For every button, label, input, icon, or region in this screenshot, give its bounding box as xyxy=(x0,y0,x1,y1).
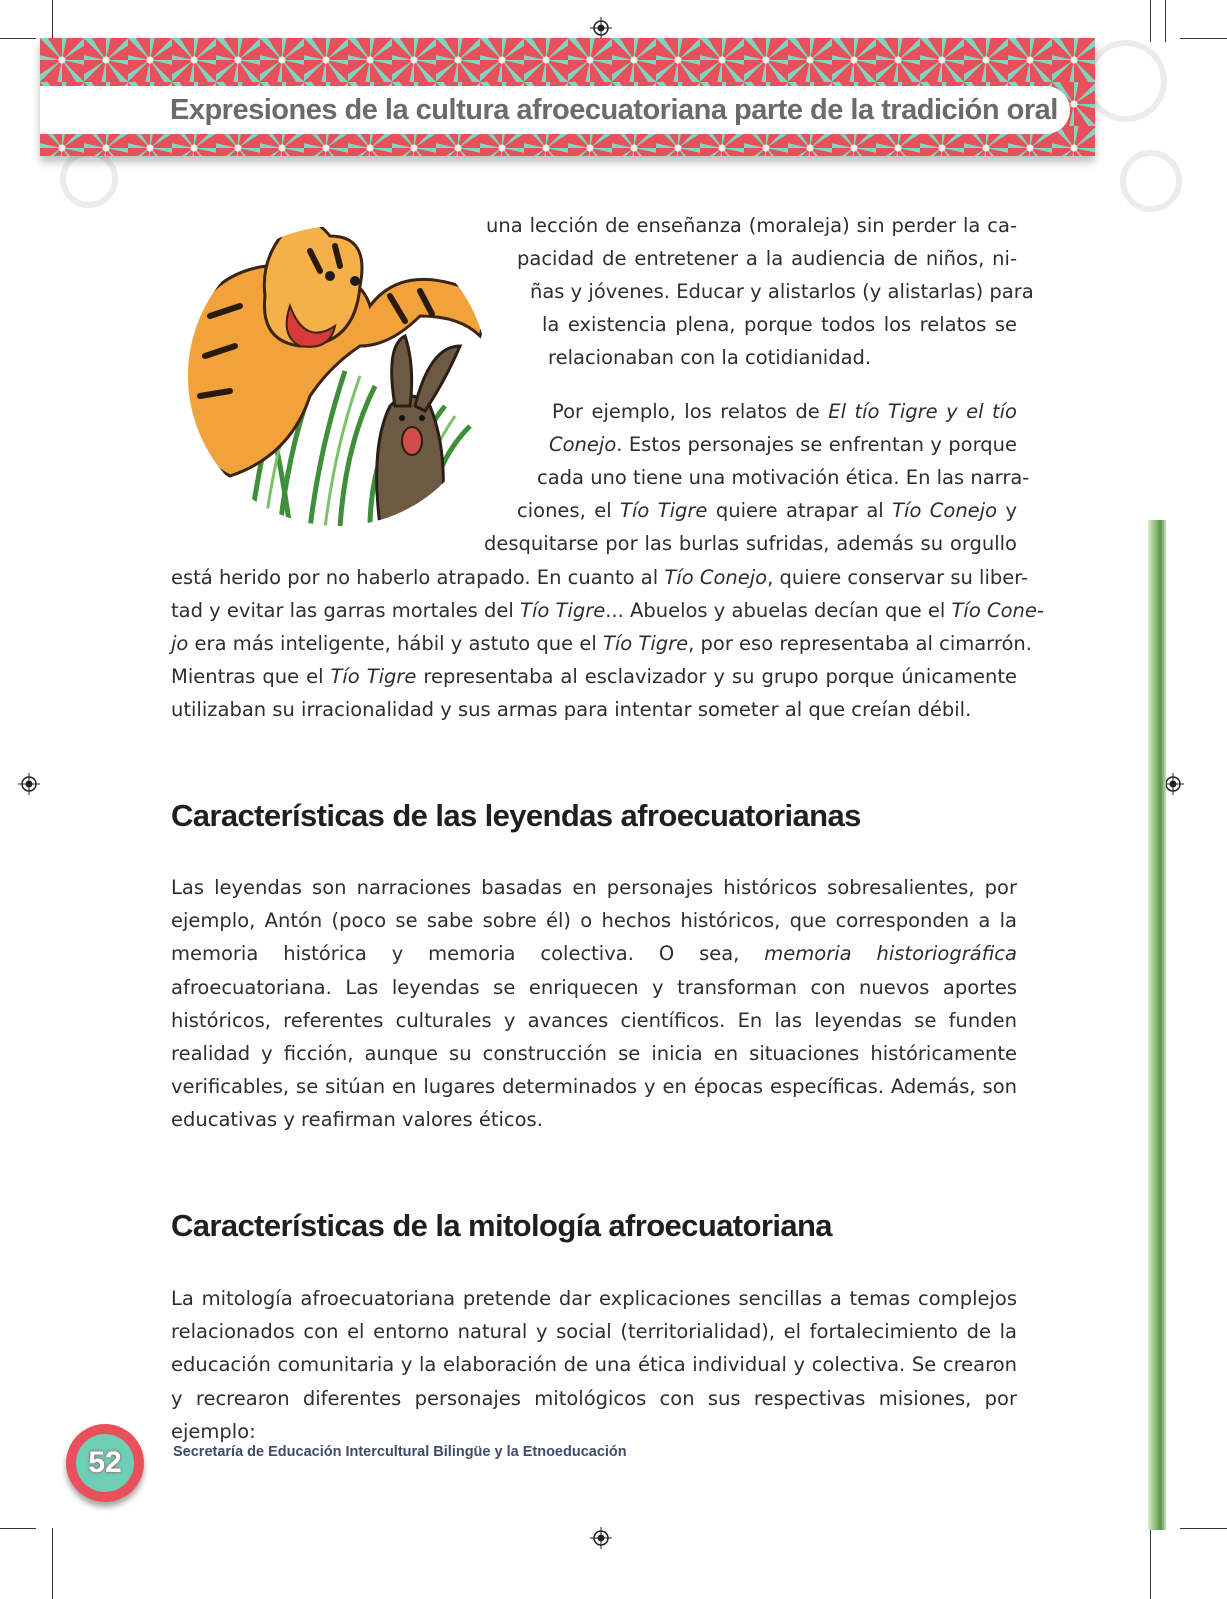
example-paragraph-line: está herido por no haberlo atrapado. En cuanto al Tío Conejo, quiere conservar su liber- xyxy=(171,566,1029,589)
text-line: una lección de enseñanza (moraleja) sin perder la ca- xyxy=(486,214,1017,237)
intro-paragraph xyxy=(548,341,1017,374)
example-paragraph-line: jo era más inteligente, hábil y astuto que el Tío Tigre, por eso representaba al cimarrón. xyxy=(171,632,1032,655)
example-paragraph-line: tad y evitar las garras mortales del Tío Tigre... Abuelos y abuelas decían que el Tío Cone- xyxy=(171,599,1044,622)
intro-paragraph xyxy=(486,209,1017,242)
example-paragraph-line: desquitarse por las burlas sufridas, además su orgullo xyxy=(484,532,1017,555)
registration-mark-icon xyxy=(590,17,612,39)
section-heading-mitologia: Características de la mitología afroecuatoriana xyxy=(171,1208,832,1243)
decorative-swirl xyxy=(60,150,118,208)
tiger-rabbit-illustration xyxy=(170,196,506,528)
intro-paragraph xyxy=(517,242,1017,275)
registration-mark-icon xyxy=(18,773,40,795)
mitologia-paragraph: La mitología afroecuatoriana pretende dar explicaciones sencillas a temas complejos relacionados con el entorno natural y social (territorialidad), el fortalecimiento de la educación comunitaria y la elaboración de una ética individual y colectiva. Se crearon y recrearon diferentes personajes mitológicos con sus respectivas misiones, por ejemplo: xyxy=(171,1287,1017,1443)
right-edge-illustration xyxy=(1148,520,1166,1530)
page-title: Expresiones de la cultura afroecuatoriana parte de la tradición oral xyxy=(170,94,1058,126)
leyendas-paragraph: Las leyendas son narraciones basadas en personajes históricos sobresalientes, por ejemplo, Antón (poco se sabe sobre él) o hechos históricos, que corresponden a la memoria histórica y memoria colectiva. O sea, memoria historiográfica afroecuatoriana. Las leyendas se enriquecen y transforman con nuevos aportes históricos, referentes culturales y avances científicos. En las leyendas se funden realidad y ficción, aunque su construcción se inicia en situaciones históricamente verificables, se sitúan en lugares determinados y en épocas específicas. Además, son educativas y reafirman valores éticos. xyxy=(171,876,1017,1132)
crop-mark xyxy=(0,1528,36,1529)
example-paragraph-line: Por ejemplo, los relatos de El tío Tigre y el tío xyxy=(552,400,1017,423)
example-paragraph-line: cada uno tiene una motivación ética. En las narra- xyxy=(537,466,1030,489)
text-line: pacidad de entretener a la audiencia de niños, ni- xyxy=(517,247,1017,270)
text-line: ñas y jóvenes. Educar y alistarlos (y alistarlas) para xyxy=(530,280,1034,303)
crop-mark xyxy=(52,0,53,42)
crop-mark xyxy=(1150,1528,1151,1599)
section-heading-leyendas: Características de las leyendas afroecuatorianas xyxy=(171,798,861,833)
intro-paragraph xyxy=(542,308,1017,341)
example-paragraph-line: utilizaban su irracionalidad y sus armas para intentar someter al que creían débil. xyxy=(171,698,972,721)
crop-mark xyxy=(1150,0,1151,42)
intro-paragraph xyxy=(530,275,1034,308)
registration-mark-icon xyxy=(590,1527,612,1549)
example-paragraph-line: Conejo. Estos personajes se enfrentan y porque xyxy=(549,433,1017,456)
decorative-swirl xyxy=(1085,40,1167,122)
text-line: relacionaban con la cotidianidad. xyxy=(548,346,872,369)
decorative-swirl xyxy=(1120,150,1182,212)
text-line: la existencia plena, porque todos los relatos se xyxy=(542,313,1017,336)
crop-mark xyxy=(0,38,36,39)
page-number: 52 xyxy=(88,1446,122,1479)
example-paragraph-line: Mientras que el Tío Tigre representaba al esclavizador y su grupo porque únicamente xyxy=(171,665,1017,688)
footer-publisher: Secretaría de Educación Intercultural Bilingüe y la Etnoeducación xyxy=(173,1444,627,1460)
page-number-badge xyxy=(66,1424,144,1502)
example-paragraph-line: ciones, el Tío Tigre quiere atrapar al Tío Conejo y xyxy=(517,499,1017,522)
crop-mark xyxy=(1180,1528,1227,1529)
crop-mark xyxy=(1165,0,1166,42)
crop-mark xyxy=(52,1528,53,1599)
crop-mark xyxy=(1180,38,1227,39)
